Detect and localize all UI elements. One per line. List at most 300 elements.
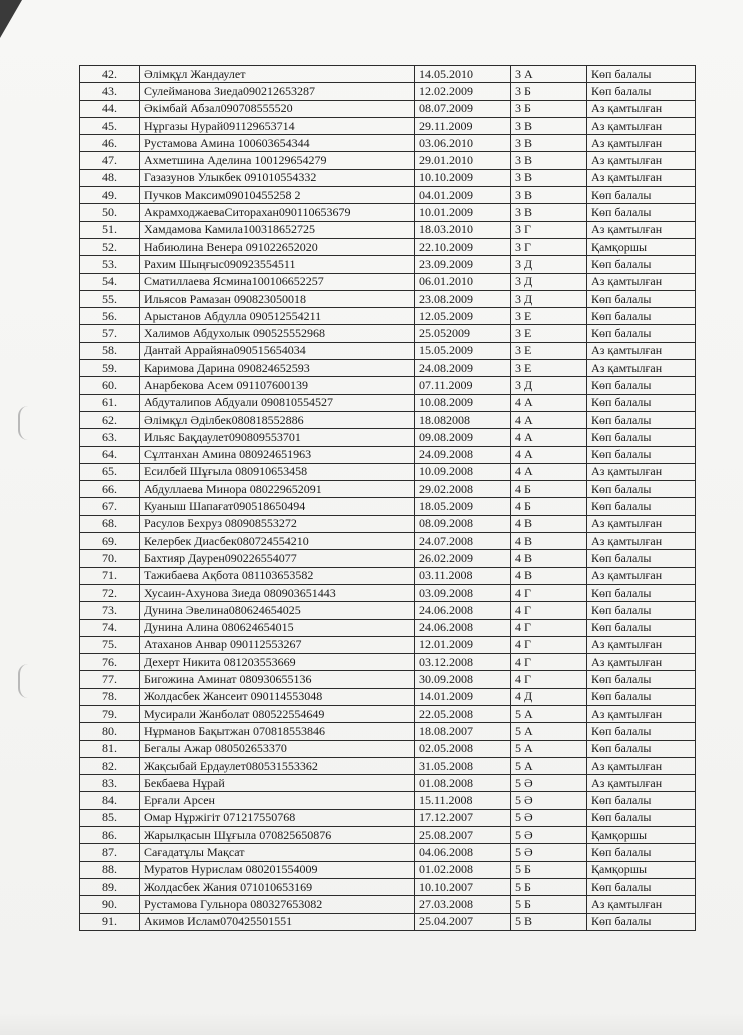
category-cell: Көп балалы	[587, 619, 696, 636]
table-row	[80, 394, 696, 411]
class-name-cell: 4 Г	[511, 636, 587, 653]
class-name-cell: 3 А	[511, 66, 587, 83]
class-name-cell: 3 В	[511, 204, 587, 221]
table-row	[80, 792, 696, 809]
class-name-cell: 5 В	[511, 913, 587, 930]
student-name-cell: Хамдамова Камила100318652725	[140, 221, 415, 238]
class-name-cell: 3 Б	[511, 83, 587, 100]
birth-date-cell: 10.08.2009	[415, 394, 511, 411]
row-number-cell: 46.	[80, 135, 140, 152]
class-name-cell: 3 Г	[511, 221, 587, 238]
category-cell: Көп балалы	[587, 498, 696, 515]
class-name-cell: 4 В	[511, 515, 587, 532]
table-row	[80, 671, 696, 688]
row-number-cell: 90.	[80, 896, 140, 913]
table-row	[80, 827, 696, 844]
table-row	[80, 169, 696, 186]
birth-date-cell: 08.07.2009	[415, 100, 511, 117]
table-row	[80, 775, 696, 792]
class-name-cell: 3 В	[511, 152, 587, 169]
class-name-cell: 3 В	[511, 135, 587, 152]
category-cell: Көп балалы	[587, 481, 696, 498]
category-cell: Көп балалы	[587, 913, 696, 930]
row-number-cell: 49.	[80, 187, 140, 204]
class-name-cell: 4 А	[511, 446, 587, 463]
category-cell: Көп балалы	[587, 411, 696, 428]
category-cell: Көп балалы	[587, 878, 696, 895]
row-number-cell: 71.	[80, 567, 140, 584]
birth-date-cell: 09.08.2009	[415, 429, 511, 446]
category-cell: Аз қамтылған	[587, 705, 696, 722]
birth-date-cell: 25.04.2007	[415, 913, 511, 930]
category-cell: Аз қамтылған	[587, 533, 696, 550]
student-name-cell: Бекбаева Нұрай	[140, 775, 415, 792]
table-row	[80, 584, 696, 601]
birth-date-cell: 25.052009	[415, 325, 511, 342]
category-cell: Аз қамтылған	[587, 775, 696, 792]
category-cell: Аз қамтылған	[587, 135, 696, 152]
punch-hole-mark	[18, 406, 34, 440]
class-name-cell: 4 Г	[511, 671, 587, 688]
student-name-cell: Ерғали Арсен	[140, 792, 415, 809]
table-row	[80, 896, 696, 913]
row-number-cell: 50.	[80, 204, 140, 221]
category-cell: Қамқоршы	[587, 238, 696, 255]
class-name-cell: 3 Е	[511, 360, 587, 377]
row-number-cell: 62.	[80, 411, 140, 428]
student-name-cell: Муратов Нурислам 080201554009	[140, 861, 415, 878]
table-row	[80, 498, 696, 515]
category-cell: Аз қамтылған	[587, 152, 696, 169]
table-row	[80, 533, 696, 550]
birth-date-cell: 01.08.2008	[415, 775, 511, 792]
student-name-cell: Дехерт Никита 081203553669	[140, 654, 415, 671]
category-cell: Аз қамтылған	[587, 896, 696, 913]
birth-date-cell: 08.09.2008	[415, 515, 511, 532]
table-row	[80, 342, 696, 359]
row-number-cell: 81.	[80, 740, 140, 757]
category-cell: Көп балалы	[587, 584, 696, 601]
class-name-cell: 4 В	[511, 533, 587, 550]
birth-date-cell: 23.08.2009	[415, 290, 511, 307]
category-cell: Көп балалы	[587, 394, 696, 411]
category-cell: Аз қамтылған	[587, 360, 696, 377]
category-cell: Көп балалы	[587, 602, 696, 619]
birth-date-cell: 25.08.2007	[415, 827, 511, 844]
birth-date-cell: 24.06.2008	[415, 619, 511, 636]
table-row	[80, 619, 696, 636]
birth-date-cell: 18.082008	[415, 411, 511, 428]
birth-date-cell: 07.11.2009	[415, 377, 511, 394]
birth-date-cell: 01.02.2008	[415, 861, 511, 878]
birth-date-cell: 24.07.2008	[415, 533, 511, 550]
class-name-cell: 3 Д	[511, 256, 587, 273]
class-name-cell: 5 Ә	[511, 827, 587, 844]
birth-date-cell: 10.09.2008	[415, 463, 511, 480]
student-name-cell: Әлімқұл Әділбек080818552886	[140, 411, 415, 428]
category-cell: Көп балалы	[587, 187, 696, 204]
student-list-table	[79, 65, 696, 931]
birth-date-cell: 17.12.2007	[415, 809, 511, 826]
category-cell: Көп балалы	[587, 723, 696, 740]
category-cell: Көп балалы	[587, 290, 696, 307]
birth-date-cell: 04.06.2008	[415, 844, 511, 861]
row-number-cell: 74.	[80, 619, 140, 636]
table-row	[80, 256, 696, 273]
class-name-cell: 4 Г	[511, 654, 587, 671]
row-number-cell: 65.	[80, 463, 140, 480]
row-number-cell: 91.	[80, 913, 140, 930]
table-row	[80, 654, 696, 671]
student-name-cell: Абдуллаева Минора 080229652091	[140, 481, 415, 498]
table-row	[80, 152, 696, 169]
class-name-cell: 5 А	[511, 723, 587, 740]
birth-date-cell: 22.10.2009	[415, 238, 511, 255]
punch-hole-mark	[18, 664, 34, 698]
birth-date-cell: 12.01.2009	[415, 636, 511, 653]
class-name-cell: 3 Е	[511, 342, 587, 359]
row-number-cell: 84.	[80, 792, 140, 809]
student-name-cell: Халимов Абдухолык 090525552968	[140, 325, 415, 342]
row-number-cell: 80.	[80, 723, 140, 740]
folded-corner	[0, 0, 22, 38]
class-name-cell: 4 А	[511, 463, 587, 480]
class-name-cell: 4 Д	[511, 688, 587, 705]
birth-date-cell: 23.09.2009	[415, 256, 511, 273]
birth-date-cell: 24.09.2008	[415, 446, 511, 463]
row-number-cell: 47.	[80, 152, 140, 169]
table-row	[80, 740, 696, 757]
table-row	[80, 878, 696, 895]
row-number-cell: 79.	[80, 705, 140, 722]
category-cell: Көп балалы	[587, 671, 696, 688]
category-cell: Аз қамтылған	[587, 757, 696, 774]
class-name-cell: 5 Б	[511, 878, 587, 895]
student-name-cell: Сағадатұлы Мақсат	[140, 844, 415, 861]
row-number-cell: 87.	[80, 844, 140, 861]
table-row	[80, 273, 696, 290]
student-name-cell: Хусаин-Ахунова Зиеда 080903651443	[140, 584, 415, 601]
class-name-cell: 4 А	[511, 429, 587, 446]
row-number-cell: 54.	[80, 273, 140, 290]
class-name-cell: 4 В	[511, 550, 587, 567]
category-cell: Көп балалы	[587, 66, 696, 83]
row-number-cell: 53.	[80, 256, 140, 273]
table-row	[80, 757, 696, 774]
category-cell: Аз қамтылған	[587, 273, 696, 290]
row-number-cell: 83.	[80, 775, 140, 792]
birth-date-cell: 29.02.2008	[415, 481, 511, 498]
row-number-cell: 69.	[80, 533, 140, 550]
birth-date-cell: 06.01.2010	[415, 273, 511, 290]
student-name-cell: Бахтияр Даурен090226554077	[140, 550, 415, 567]
category-cell: Көп балалы	[587, 550, 696, 567]
row-number-cell: 63.	[80, 429, 140, 446]
student-name-cell: Набиюлина Венера 091022652020	[140, 238, 415, 255]
table-row	[80, 377, 696, 394]
table-row	[80, 221, 696, 238]
category-cell: Көп балалы	[587, 83, 696, 100]
student-name-cell: Расулов Бехруз 080908553272	[140, 515, 415, 532]
row-number-cell: 56.	[80, 308, 140, 325]
student-name-cell: Арыстанов Абдулла 090512554211	[140, 308, 415, 325]
birth-date-cell: 10.10.2009	[415, 169, 511, 186]
class-name-cell: 5 Ә	[511, 844, 587, 861]
birth-date-cell: 02.05.2008	[415, 740, 511, 757]
category-cell: Аз қамтылған	[587, 100, 696, 117]
category-cell: Көп балалы	[587, 429, 696, 446]
student-name-cell: Әкімбай Абзал090708555520	[140, 100, 415, 117]
category-cell: Аз қамтылған	[587, 567, 696, 584]
row-number-cell: 77.	[80, 671, 140, 688]
student-name-cell: Тажибаева Ақбота 081103653582	[140, 567, 415, 584]
row-number-cell: 68.	[80, 515, 140, 532]
student-name-cell: Жарылқасын Шұғыла 070825650876	[140, 827, 415, 844]
student-name-cell: Рахим Шыңғыс090923554511	[140, 256, 415, 273]
category-cell: Көп балалы	[587, 844, 696, 861]
class-name-cell: 5 Ә	[511, 775, 587, 792]
birth-date-cell: 10.01.2009	[415, 204, 511, 221]
student-name-cell: АкрамходжаеваСиторахан090110653679	[140, 204, 415, 221]
class-name-cell: 5 Б	[511, 896, 587, 913]
class-name-cell: 5 А	[511, 757, 587, 774]
category-cell: Аз қамтылған	[587, 515, 696, 532]
class-name-cell: 4 А	[511, 394, 587, 411]
class-name-cell: 4 Г	[511, 584, 587, 601]
student-name-cell: Анарбекова Асем 091107600139	[140, 377, 415, 394]
row-number-cell: 51.	[80, 221, 140, 238]
birth-date-cell: 18.08.2007	[415, 723, 511, 740]
category-cell: Көп балалы	[587, 688, 696, 705]
birth-date-cell: 24.06.2008	[415, 602, 511, 619]
class-name-cell: 3 Е	[511, 325, 587, 342]
birth-date-cell: 12.05.2009	[415, 308, 511, 325]
table-row	[80, 809, 696, 826]
birth-date-cell: 03.06.2010	[415, 135, 511, 152]
category-cell: Қамқоршы	[587, 827, 696, 844]
class-name-cell: 5 Ә	[511, 809, 587, 826]
class-name-cell: 3 Е	[511, 308, 587, 325]
table-row	[80, 602, 696, 619]
row-number-cell: 60.	[80, 377, 140, 394]
student-name-cell: Дунина Алина 080624654015	[140, 619, 415, 636]
row-number-cell: 72.	[80, 584, 140, 601]
table-row	[80, 117, 696, 134]
birth-date-cell: 03.12.2008	[415, 654, 511, 671]
category-cell: Көп балалы	[587, 809, 696, 826]
table-row	[80, 688, 696, 705]
student-name-cell: Ильяс Бақдаулет090809553701	[140, 429, 415, 446]
category-cell: Аз қамтылған	[587, 654, 696, 671]
birth-date-cell: 18.03.2010	[415, 221, 511, 238]
row-number-cell: 88.	[80, 861, 140, 878]
student-name-cell: Атаханов Анвар 090112553267	[140, 636, 415, 653]
row-number-cell: 55.	[80, 290, 140, 307]
table-row	[80, 844, 696, 861]
student-name-cell: Рустамова Гульнора 080327653082	[140, 896, 415, 913]
student-name-cell: Газазунов Улыкбек 091010554332	[140, 169, 415, 186]
row-number-cell: 66.	[80, 481, 140, 498]
birth-date-cell: 12.02.2009	[415, 83, 511, 100]
row-number-cell: 82.	[80, 757, 140, 774]
table-row	[80, 446, 696, 463]
class-name-cell: 5 Ә	[511, 792, 587, 809]
birth-date-cell: 15.05.2009	[415, 342, 511, 359]
category-cell: Қамқоршы	[587, 861, 696, 878]
row-number-cell: 44.	[80, 100, 140, 117]
class-name-cell: 4 А	[511, 411, 587, 428]
row-number-cell: 61.	[80, 394, 140, 411]
category-cell: Көп балалы	[587, 308, 696, 325]
student-name-cell: Келербек Диасбек080724554210	[140, 533, 415, 550]
table-row	[80, 481, 696, 498]
birth-date-cell: 10.10.2007	[415, 878, 511, 895]
class-name-cell: 5 Б	[511, 861, 587, 878]
category-cell: Көп балалы	[587, 792, 696, 809]
student-name-cell: Дунина Эвелина080624654025	[140, 602, 415, 619]
category-cell: Көп балалы	[587, 204, 696, 221]
table-row	[80, 100, 696, 117]
student-name-cell: Бигожина Аминат 080930655136	[140, 671, 415, 688]
class-name-cell: 3 Г	[511, 238, 587, 255]
birth-date-cell: 18.05.2009	[415, 498, 511, 515]
class-name-cell: 4 В	[511, 567, 587, 584]
student-name-cell: Сулейманова Зиеда090212653287	[140, 83, 415, 100]
category-cell: Аз қамтылған	[587, 169, 696, 186]
student-name-cell: Ильясов Рамазан 090823050018	[140, 290, 415, 307]
row-number-cell: 73.	[80, 602, 140, 619]
birth-date-cell: 15.11.2008	[415, 792, 511, 809]
row-number-cell: 48.	[80, 169, 140, 186]
row-number-cell: 89.	[80, 878, 140, 895]
table-row	[80, 66, 696, 83]
student-name-cell: Акимов Ислам070425501551	[140, 913, 415, 930]
table-row	[80, 308, 696, 325]
class-name-cell: 3 В	[511, 169, 587, 186]
table-row	[80, 135, 696, 152]
birth-date-cell: 04.01.2009	[415, 187, 511, 204]
row-number-cell: 76.	[80, 654, 140, 671]
student-name-cell: Дантай Аррайяна090515654034	[140, 342, 415, 359]
birth-date-cell: 29.01.2010	[415, 152, 511, 169]
birth-date-cell: 27.03.2008	[415, 896, 511, 913]
category-cell: Көп балалы	[587, 446, 696, 463]
category-cell: Аз қамтылған	[587, 117, 696, 134]
student-name-cell: Нұргазы Нурай091129653714	[140, 117, 415, 134]
table-row	[80, 204, 696, 221]
row-number-cell: 43.	[80, 83, 140, 100]
table-row	[80, 187, 696, 204]
student-name-cell: Мусирали Жанболат 080522554649	[140, 705, 415, 722]
row-number-cell: 85.	[80, 809, 140, 826]
row-number-cell: 64.	[80, 446, 140, 463]
class-name-cell: 4 Г	[511, 602, 587, 619]
class-name-cell: 3 Б	[511, 100, 587, 117]
student-name-cell: Ахметшина Аделина 100129654279	[140, 152, 415, 169]
table-row	[80, 411, 696, 428]
category-cell: Көп балалы	[587, 377, 696, 394]
table-body	[80, 66, 696, 931]
student-name-cell: Есилбей Шұғыла 080910653458	[140, 463, 415, 480]
birth-date-cell: 03.11.2008	[415, 567, 511, 584]
table-row	[80, 723, 696, 740]
row-number-cell: 70.	[80, 550, 140, 567]
birth-date-cell: 31.05.2008	[415, 757, 511, 774]
row-number-cell: 86.	[80, 827, 140, 844]
student-name-cell: Пучков Максим09010455258 2	[140, 187, 415, 204]
birth-date-cell: 24.08.2009	[415, 360, 511, 377]
table-row	[80, 83, 696, 100]
class-name-cell: 4 Б	[511, 481, 587, 498]
table-row	[80, 705, 696, 722]
table-row	[80, 325, 696, 342]
student-name-cell: Нұрманов Бақытжан 070818553846	[140, 723, 415, 740]
table-row	[80, 861, 696, 878]
row-number-cell: 42.	[80, 66, 140, 83]
category-cell: Аз қамтылған	[587, 463, 696, 480]
category-cell: Аз қамтылған	[587, 221, 696, 238]
class-name-cell: 3 В	[511, 187, 587, 204]
birth-date-cell: 14.01.2009	[415, 688, 511, 705]
table-row	[80, 550, 696, 567]
row-number-cell: 57.	[80, 325, 140, 342]
class-name-cell: 3 Д	[511, 290, 587, 307]
category-cell: Көп балалы	[587, 325, 696, 342]
category-cell: Көп балалы	[587, 740, 696, 757]
table-row	[80, 913, 696, 930]
student-name-cell: Каримова Дарина 090824652593	[140, 360, 415, 377]
row-number-cell: 52.	[80, 238, 140, 255]
birth-date-cell: 14.05.2010	[415, 66, 511, 83]
student-name-cell: Абдуталипов Абдуали 090810554527	[140, 394, 415, 411]
class-name-cell: 3 Д	[511, 273, 587, 290]
table-row	[80, 515, 696, 532]
student-name-cell: Жақсыбай Ердаулет080531553362	[140, 757, 415, 774]
birth-date-cell: 03.09.2008	[415, 584, 511, 601]
table-row	[80, 567, 696, 584]
table-row	[80, 429, 696, 446]
page-bottom-edge	[0, 1013, 743, 1035]
category-cell: Көп балалы	[587, 256, 696, 273]
student-name-cell: Сматиллаева Ясмина100106652257	[140, 273, 415, 290]
class-name-cell: 3 Д	[511, 377, 587, 394]
table-row	[80, 238, 696, 255]
birth-date-cell: 29.11.2009	[415, 117, 511, 134]
student-name-cell: Куаныш Шапағат090518650494	[140, 498, 415, 515]
class-name-cell: 5 А	[511, 705, 587, 722]
row-number-cell: 67.	[80, 498, 140, 515]
birth-date-cell: 26.02.2009	[415, 550, 511, 567]
row-number-cell: 58.	[80, 342, 140, 359]
class-name-cell: 4 Б	[511, 498, 587, 515]
student-name-cell: Жолдасбек Жания 071010653169	[140, 878, 415, 895]
class-name-cell: 4 Г	[511, 619, 587, 636]
student-name-cell: Бегалы Ажар 080502653370	[140, 740, 415, 757]
category-cell: Аз қамтылған	[587, 636, 696, 653]
birth-date-cell: 30.09.2008	[415, 671, 511, 688]
row-number-cell: 75.	[80, 636, 140, 653]
student-name-cell: Әлімқұл Жандаулет	[140, 66, 415, 83]
row-number-cell: 78.	[80, 688, 140, 705]
student-name-cell: Омар Нұржігіт 071217550768	[140, 809, 415, 826]
category-cell: Аз қамтылған	[587, 342, 696, 359]
student-name-cell: Сұлтанхан Амина 080924651963	[140, 446, 415, 463]
student-name-cell: Жолдасбек Жансеит 090114553048	[140, 688, 415, 705]
birth-date-cell: 22.05.2008	[415, 705, 511, 722]
row-number-cell: 45.	[80, 117, 140, 134]
row-number-cell: 59.	[80, 360, 140, 377]
class-name-cell: 5 А	[511, 740, 587, 757]
